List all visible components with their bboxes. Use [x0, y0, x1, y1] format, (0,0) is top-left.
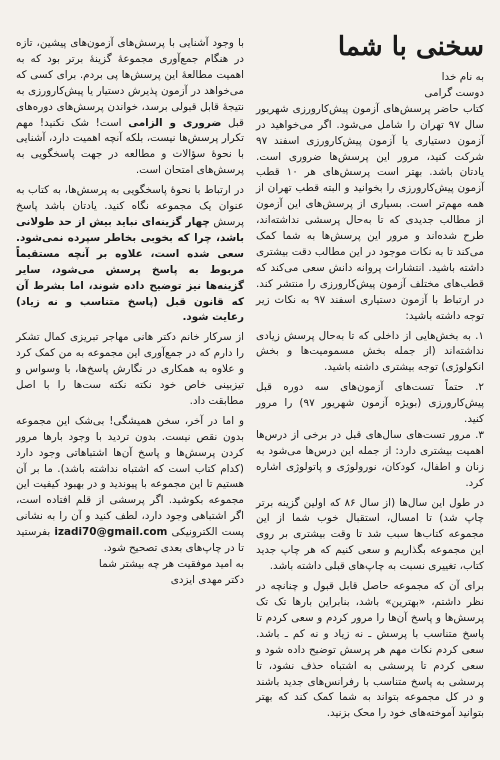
feedback-text-a: و اما در آخر، سخن همیشگی! بی‌شک این مجموعه بدون نقص نیست. بدون تردید با وجود بارها مرور کردن پرسش‌ها و پاسخ آن‌ها اشتباهاتی وجود دارد (کدام کتاب است که اشتباه نداشته باشد). ما بر آن هستیم تا این مجموعه با پیوندید و در بهبود کیفیت این مجموعه بکوشید. اگر پرسشی از قلم افتاده است، اگر اشتباهی وجود دارد، لطف کنید و آن را به نشانی پست الکترونیکی: [16, 414, 244, 539]
quality-paragraph: برای آن که مجموعه حاصل قابل قبول و چنانچه در نظر داشتم، «بهترین» باشد، بنابراین بارها تک تک پرسش‌ها و پاسخ آن‌ها را مرور کردم و سعی کردم تا پاسخ متناسب با پرسش ـ نه زیاد و نه کم ـ باشد. سعی کردم نکات مهم هر پرسش توضیح داده شود و سعی کردم تا پرسشی به اشتباه حذف نشود، تا پرسشی به پاسخ متناسب با رفرانس‌های جدید باشند و در کل مجموعه بتواند به شما کمک کند که بهتر بتوانید آموخته‌های خود را محک بزنید.: [256, 580, 484, 720]
importance-text-b: است! شک نکنید! مهم تکرار پرسش‌ها نیست، بلکه آنچه اهمیت دارد، آشنایی با نحوهٔ سؤالات و مطالعه در جهت پاسخگویی به پرسش‌های امتحان است.: [16, 116, 244, 177]
contact-email[interactable]: izadi70@gmail.com: [54, 526, 168, 539]
answering-paragraph: [16, 183, 244, 326]
intro-paragraph: کتاب حاضر پرسش‌های آزمون پیش‌کارورزی شهریور سال ۹۷ تهران را شامل می‌شود. اگر می‌خواهید در آزمون دستیاری یا آزمون پیش‌کارورزی اسفند ۹۷ شرکت کنید، مرور این پرسش‌ها ضروری است. یادتان باشد. بهتر است پرسش‌های هر ۱۰ قطب آزمون پیش‌کارورزی را بخوانید و البته قطب تهران از همه مهم‌تر است. بسیاری از پرسش‌های این آزمون از مطالب جدیدی که تا به‌حال پرسشی نداشته‌اند، طرح شده‌اند و مرور این پرسش‌ها به شما کمک می‌کند تا به نکات موجود در این مطالب دقت بیشتری داشته باشید. انتشارات پروانه دانش سعی می‌کند که قطب‌های مختلف آزمون پیش‌کارورزی را منتشر کند. در ارتباط با آزمون دستیاری اسفند ۹۷ به نکات زیر توجه داشته باشید:: [256, 102, 484, 322]
author-signature: دکتر مهدی ایزدی: [170, 573, 244, 586]
right-column: [256, 30, 484, 746]
opening-line: به نام خدا: [441, 71, 484, 83]
salutation: دوست گرامی: [424, 86, 484, 99]
thanks-paragraph: از سرکار خانم دکتر هانی مهاجر تبریزی کمال تشکر را دارم که در جمع‌آوری این مجموعه به من کمک کرد و علاوه به همکاری در نگارش پاسخ‌ها، با وسواس و تیزبینی خاص خود نکته نکته ست‌ها را با اصل مطابقت داد.: [16, 331, 244, 407]
answering-bold: چهار گزینه‌ای نباید بیش از حد طولانی باشد، چرا که بخوبی بخاطر سپرده نمی‌شود. سعی شده است، علاوه بر آنچه مستقیماً مربوط به پاسخ پرسش می‌شود، سایر گزینه‌ها نیز توضیح داده شوند، اما بشرط آن که قانون قبل (پاسخ متناسب و نه زیاد) رعایت شود.: [16, 215, 244, 324]
feedback-paragraph: [16, 414, 244, 557]
note-1: ۱. به بخش‌هایی از داخلی که تا به‌حال پرسش زیادی نداشته‌اند (از جمله بخش مسمومیت‌ها و بخش انکولوژی) توجه بیشتری داشته باشید.: [256, 329, 484, 374]
history-paragraph: در طول این سال‌ها (از سال ۸۶ که اولین گزینه برتر چاپ شد) تا امسال، استقبال خوب شما از این مجموعه کتاب‌ها سبب شد تا وقت بیشتری بر روی این مجموعه بگذاریم و سعی کنیم که هر چاپ جدید کتاب، تغییری نسبت به چاپ‌های قبلی داشته باشد.: [256, 496, 484, 573]
page-title: سخنی با شما: [337, 32, 484, 62]
importance-text-a: با وجود آشنایی با پرسش‌های آزمون‌های پیشین، تازه در هنگام جمع‌آوری مجموعهٔ گزینهٔ برتر بود که به اهمیت مطالعهٔ این پرسش‌ها پی بردم. برای کسی که می‌خواهد در آزمون پذیرش دستیار یا پیش‌کارورزی به نتیجهٔ قابل قبولی برسد، خواندن پرسش‌های دوره‌های قبل: [16, 37, 244, 129]
feedback-text-b: بفرستید تا در چاپ‌های بعدی تصحیح شود.: [16, 526, 244, 555]
closing-line: به امید موفقیت هر چه بیشتر شما: [98, 558, 244, 570]
note-3: ۳. مرور تست‌های سال‌های قبل در برخی از درس‌ها اهمیت بیشتری دارد: از جمله این درس‌ها می‌شود به زنان و اطفال، کودکان، نورولوژی و پاتولوژی اشاره کرد.: [256, 428, 484, 489]
left-column: [16, 30, 244, 746]
importance-paragraph: [16, 36, 244, 179]
note-2: ۲. حتماً تست‌های آزمون‌های سه دوره قبل پیش‌کارورزی (بویژه آزمون شهریور ۹۷) را مرور کنید.: [256, 381, 484, 426]
importance-bold: ضروری و الزامی: [128, 116, 222, 129]
answering-text-a: در ارتباط با نحوهٔ پاسخگویی به پرسش‌ها، به کتاب به عنوان یک مجموعه نگاه کنید. یادتان باشد پاسخ پرسش: [16, 184, 244, 228]
